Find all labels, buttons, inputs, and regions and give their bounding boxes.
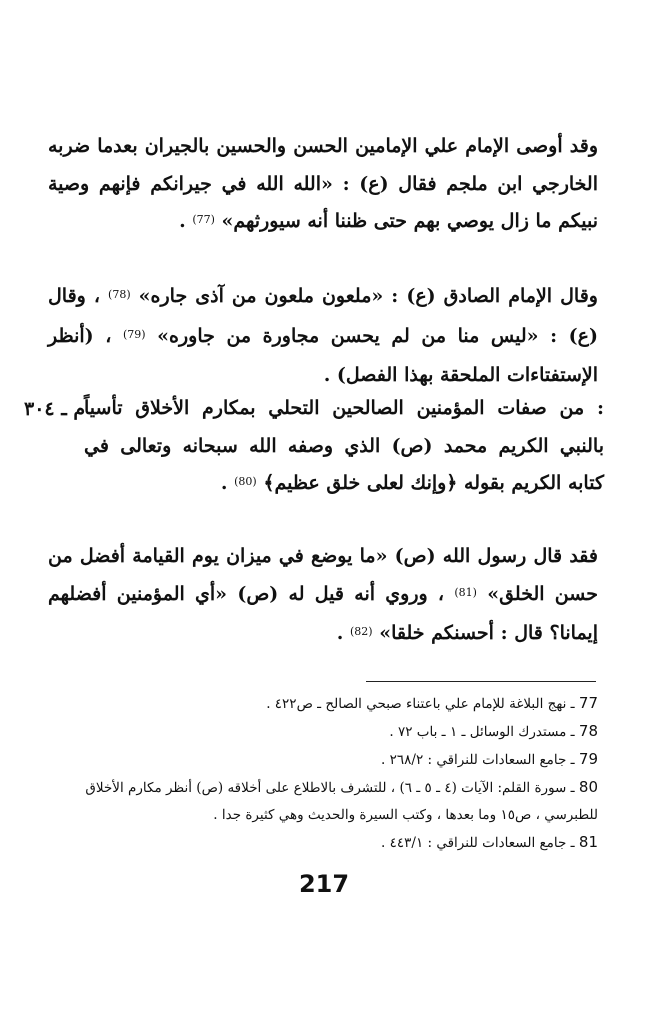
footnote-number: 78 <box>578 722 598 740</box>
page-number: 217 <box>298 870 350 898</box>
footnote-ref: (82) <box>349 625 373 638</box>
footnote <box>38 718 598 746</box>
footnote-number: 77 <box>578 694 598 712</box>
footnote-ref: (80) <box>234 475 257 488</box>
footnote <box>38 774 598 829</box>
paragraph-text: فقد قال رسول الله (ص) «ما يوضع في ميزان يوم القيامة أفضل من حسن الخلق» <box>48 545 598 605</box>
footnote <box>38 690 598 718</box>
footnote-divider <box>366 681 596 682</box>
paragraph-neighbors-advice <box>48 128 598 243</box>
paragraph-tail: ، (أنظر الإستفتاءات الملحقة بهذا الفصل) . <box>48 324 598 386</box>
footnote-ref: (81) <box>454 585 477 599</box>
footnote-text: ـ نهج البلاغة للإمام علي باعتناء صبحي الصالح ـ ص٤٢٢ . <box>266 696 575 712</box>
paragraph-tail: . <box>336 622 344 644</box>
footnote-text: ـ جامع السعادات للنراقي : ٤٤٣/١ . <box>381 835 575 851</box>
paragraph-article-304 <box>84 390 604 505</box>
footnote <box>38 746 598 774</box>
paragraph-tail: . <box>179 210 186 232</box>
paragraph-text: وقد أوصى الإمام علي الإمامين الحسن والحسين بالجيران بعدما ضربه الخارجي ابن ملجم فقال (ع) : «الله الله في جيرانكم فإنهم وصية نبيكم ما زال يوصي بهم حتى ظننا أنه سيورثهم» <box>48 135 598 232</box>
article-number: م ـ ٣٠٤ <box>24 398 86 420</box>
footnote-number: 79 <box>578 750 598 768</box>
footnote-text: ـ جامع السعادات للنراقي : ٢٦٨/٢ . <box>381 752 575 768</box>
footnote <box>38 829 598 857</box>
paragraph-text-continued: ، وروي أنه قيل له (ص) «أي المؤمنين أفضلهم إيمانا؟ قال : أحسنكم خلقا» <box>48 582 598 644</box>
paragraph-imam-sadiq <box>48 278 598 395</box>
footnotes <box>38 690 598 857</box>
footnote-ref: (78) <box>108 288 131 301</box>
paragraph-good-character <box>48 538 598 655</box>
footnote-ref: (79) <box>122 327 146 341</box>
footnote-ref: (77) <box>192 213 215 226</box>
footnote-text: ـ سورة القلم: الآيات (٤ ـ ٥ ـ ٦) ، للتشرف بالاطلاع على أخلاقه (ص) أنظر مكارم الأخلاق للطبرسي ، ص١٥ وما بعدها ، وكتب السيرة والحديث وهي كثيرة جدا . <box>85 780 598 823</box>
paragraph-tail: . <box>220 472 228 494</box>
footnote-number: 80 <box>578 778 598 796</box>
paragraph-text-continued: ، وقال (ع) : «ليس منا من لم يحسن مجاورة من جاوره» <box>48 285 598 347</box>
footnote-text: ـ مستدرك الوسائل ـ ١ ـ باب ٧٢ . <box>389 724 575 740</box>
footnote-number: 81 <box>578 833 598 851</box>
paragraph-text: وقال الإمام الصادق (ع) : «ملعون ملعون من آذى جاره» <box>138 285 598 307</box>
paragraph-text: : من صفات المؤمنين الصالحين التحلي بمكارم الأخلاق تأسياً بالنبي الكريم محمد (ص) الذي وصفه الله سبحانه وتعالى في كتابه الكريم بقوله ﴿وإنك لعلى خلق عظيم﴾ <box>84 397 604 494</box>
